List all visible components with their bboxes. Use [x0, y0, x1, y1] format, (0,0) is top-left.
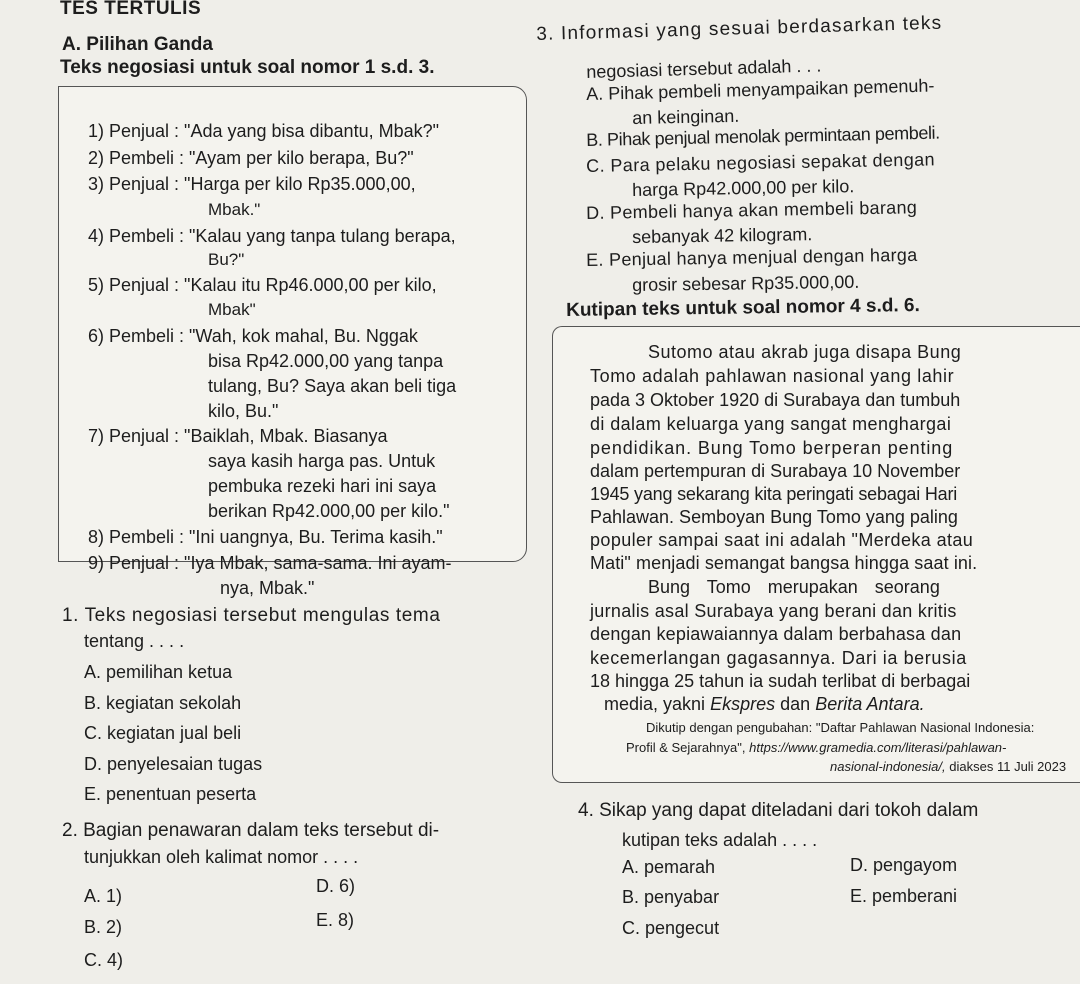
question-3-option-d[interactable]: D. Pembeli hanya akan membeli barang	[586, 197, 918, 223]
passage-line: Bung Tomo merupakan seorang	[648, 577, 940, 597]
question-2-stem: 2. Bagian penawaran dalam teks tersebut di-	[62, 820, 440, 841]
question-3-option-c[interactable]: C. Para pelaku negosiasi sepakat dengan	[586, 149, 936, 176]
dialog-line: tulang, Bu? Saya akan beli tiga	[208, 376, 457, 396]
passage-line: 1945 yang sekarang kita peringati sebagai Hari	[590, 484, 958, 504]
question-4-option-a[interactable]: A. pemarah	[622, 857, 716, 877]
citation-text: diakses 11 Juli 2023	[949, 759, 1067, 774]
question-1-option-c[interactable]: C. kegiatan jual beli	[84, 723, 242, 743]
citation-text: Profil & Sejarahnya",	[626, 740, 746, 755]
dialog-line: 1) Penjual : "Ada yang bisa dibantu, Mbak?"	[88, 121, 439, 141]
dialog-line: saya kasih harga pas. Untuk	[208, 451, 436, 471]
dialog-line: 3) Penjual : "Harga per kilo Rp35.000,00,	[88, 174, 416, 194]
section-heading: A. Pilihan Ganda	[62, 34, 213, 55]
passage-line: dengan kepiawaiannya dalam berbahasa dan	[590, 624, 962, 644]
passage-line: pendidikan. Bung Tomo berperan penting	[590, 438, 954, 458]
passage-text: media, yakni	[604, 694, 706, 714]
passage-line: Pahlawan. Semboyan Bung Tomo yang paling	[590, 507, 958, 527]
passage-line: di dalam keluarga yang sangat menghargai	[590, 414, 952, 434]
passage-line: dalam pertempuran di Surabaya 10 November	[590, 461, 961, 481]
passage-text: dan	[780, 694, 811, 714]
dialog-line: 8) Pembeli : "Ini uangnya, Bu. Terima kasih."	[88, 527, 443, 547]
dialog-line: pembuka rezeki hari ini saya	[208, 476, 437, 496]
passage-box-title: Kutipan teks untuk soal nomor 4 s.d. 6.	[562, 295, 924, 322]
question-3-option-d-cont: sebanyak 42 kilogram.	[632, 224, 813, 247]
passage-line: Sutomo atau akrab juga disapa Bung	[648, 342, 962, 362]
dialog-line: berikan Rp42.000,00 per kilo."	[208, 501, 450, 521]
question-3-stem: negosiasi tersebut adalah . . .	[586, 55, 822, 82]
dialog-line: bisa Rp42.000,00 yang tanpa	[208, 351, 444, 371]
question-3-option-a-cont: an keinginan.	[632, 105, 740, 128]
dialog-line: 2) Pembeli : "Ayam per kilo berapa, Bu?"	[88, 148, 414, 168]
question-2-option-c[interactable]: C. 4)	[84, 950, 124, 970]
question-4-option-d[interactable]: D. pengayom	[850, 855, 958, 875]
dialog-line: nya, Mbak."	[220, 578, 315, 598]
question-3-option-c-cont: harga Rp42.000,00 per kilo.	[632, 176, 855, 200]
question-2-option-e[interactable]: E. 8)	[316, 910, 355, 930]
citation-line: Dikutip dengan pengubahan: "Daftar Pahlawan Nasional Indonesia:	[646, 720, 1035, 735]
question-4-stem: kutipan teks adalah . . . .	[622, 830, 818, 850]
passage-line: Tomo adalah pahlawan nasional yang lahir	[590, 366, 955, 386]
dialog-line: Mbak."	[208, 200, 261, 219]
dialog-line: 9) Penjual : "Iya Mbak, sama-sama. Ini ayam-	[88, 553, 452, 573]
passage-italic: Berita Antara.	[815, 694, 925, 714]
question-2-stem: tunjukkan oleh kalimat nomor . . . .	[84, 847, 359, 867]
question-1-option-e[interactable]: E. penentuan peserta	[84, 784, 257, 804]
question-2-option-d[interactable]: D. 6)	[316, 876, 356, 896]
question-4-option-e[interactable]: E. pemberani	[850, 886, 958, 906]
question-1-stem: tentang . . . .	[84, 631, 185, 651]
question-3-option-b[interactable]: B. Pihak penjual menolak permintaan pembeli.	[586, 122, 940, 150]
passage-line: populer sampai saat ini adalah "Merdeka atau	[590, 530, 974, 550]
passage-line	[604, 694, 925, 715]
passage-line: kecemerlangan gagasannya. Dari ia berusia	[590, 648, 967, 668]
dialog-line: 5) Penjual : "Kalau itu Rp46.000,00 per kilo,	[88, 275, 437, 295]
passage-line: pada 3 Oktober 1920 di Surabaya dan tumbuh	[590, 390, 961, 410]
question-4-option-b[interactable]: B. penyabar	[622, 887, 720, 907]
question-4-option-c[interactable]: C. pengecut	[622, 918, 720, 938]
question-1-option-b[interactable]: B. kegiatan sekolah	[84, 693, 242, 713]
question-1-stem: 1. Teks negosiasi tersebut mengulas tema	[62, 605, 441, 626]
dialog-box-title: Teks negosiasi untuk soal nomor 1 s.d. 3.	[60, 57, 440, 79]
question-3-stem: 3. Informasi yang sesuai berdasarkan teks	[536, 12, 943, 45]
question-4-stem: 4. Sikap yang dapat diteladani dari tokoh dalam	[578, 800, 979, 821]
citation-line	[830, 759, 1066, 774]
passage-italic: Ekspres	[710, 694, 776, 714]
question-1-option-d[interactable]: D. penyelesaian tugas	[84, 754, 263, 774]
dialog-line: 7) Penjual : "Baiklah, Mbak. Biasanya	[88, 426, 388, 446]
question-2-option-a[interactable]: A. 1)	[84, 886, 123, 906]
citation-line	[626, 740, 1006, 755]
question-3-option-e[interactable]: E. Penjual hanya menjual dengan harga	[586, 244, 918, 270]
question-3-option-a[interactable]: A. Pihak pembeli menyampaikan pemenuh-	[586, 75, 935, 104]
dialog-line: 4) Pembeli : "Kalau yang tanpa tulang berapa,	[88, 226, 456, 246]
passage-line: 18 hingga 25 tahun ia sudah terlibat di berbagai	[590, 671, 971, 691]
dialog-line: kilo, Bu."	[208, 401, 279, 421]
passage-line: jurnalis asal Surabaya yang berani dan kritis	[590, 601, 957, 621]
question-1-option-a[interactable]: A. pemilihan ketua	[84, 662, 233, 682]
test-title: TES TERTULIS	[60, 0, 202, 19]
citation-url: nasional-indonesia/,	[830, 759, 946, 774]
question-2-option-b[interactable]: B. 2)	[84, 917, 123, 937]
dialog-line: Mbak"	[208, 300, 256, 319]
question-3-option-e-cont: grosir sebesar Rp35.000,00.	[632, 271, 860, 295]
dialog-line: Bu?"	[208, 250, 245, 269]
passage-line: Mati" menjadi semangat bangsa hingga saat ini.	[590, 553, 978, 573]
citation-url: https://www.gramedia.com/literasi/pahlawan-	[749, 740, 1007, 755]
dialog-line: 6) Pembeli : "Wah, kok mahal, Bu. Nggak	[88, 326, 418, 346]
